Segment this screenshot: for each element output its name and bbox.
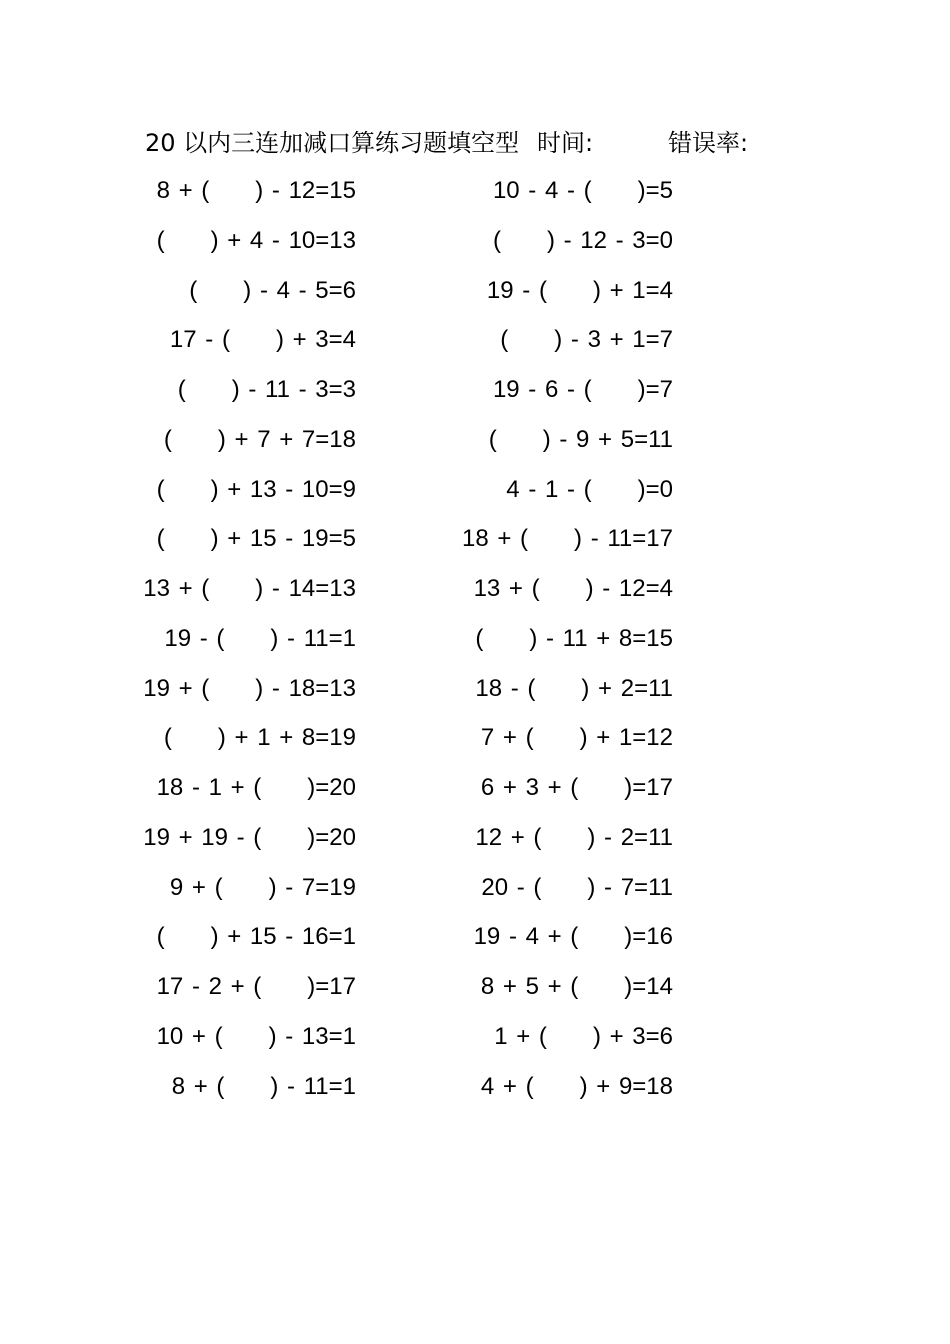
problem-after-blank: ) + 1 + 8=19 [217, 724, 356, 752]
answer-blank [578, 993, 624, 994]
answer-blank [261, 794, 307, 795]
problem-row [390, 365, 673, 415]
problem-after-blank: )=5 [637, 177, 673, 204]
problem-row [60, 763, 356, 813]
problem-before-blank: 19 - ( [164, 624, 225, 652]
problem-before-blank: 19 + 19 - ( [143, 823, 262, 851]
problem-before-blank: ( [492, 226, 501, 254]
answer-blank [209, 197, 255, 198]
problem-row [390, 912, 673, 962]
problem-before-blank: 12 + ( [475, 823, 542, 851]
answer-blank [209, 595, 255, 596]
problem-row [390, 266, 673, 316]
problem-after-blank: ) + 4 - 10=13 [210, 226, 356, 254]
problem-before-blank: ( [177, 376, 186, 404]
problem-after-blank: ) + 2=11 [581, 674, 673, 702]
problem-row [60, 365, 356, 415]
problem-after-blank: ) - 9 + 5=11 [542, 425, 673, 453]
problem-after-blank: ) + 3=6 [592, 1023, 673, 1051]
answer-blank [501, 247, 547, 248]
problem-row [390, 664, 673, 714]
problem-before-blank: ( [156, 923, 165, 951]
problem-before-blank: ( [500, 326, 509, 354]
problem-row [60, 614, 356, 664]
answer-blank [578, 943, 624, 944]
problem-before-blank: 9 + ( [169, 873, 223, 901]
answer-blank [224, 1093, 270, 1094]
problem-before-blank: ( [156, 475, 165, 503]
problem-after-blank: ) - 14=13 [255, 575, 356, 603]
answer-blank [197, 297, 243, 298]
problem-row [390, 813, 673, 863]
problem-after-blank: ) - 11=1 [270, 1072, 356, 1100]
problem-after-blank: )=20 [307, 823, 356, 851]
problem-after-blank: ) - 11 + 8=15 [529, 624, 673, 652]
answer-blank [540, 595, 586, 596]
problem-after-blank: )=16 [624, 923, 673, 951]
answer-blank [172, 446, 218, 447]
problem-before-blank: 13 + ( [143, 575, 210, 603]
problem-row [60, 912, 356, 962]
problem-after-blank: ) + 15 - 19=5 [210, 525, 356, 553]
answer-blank [165, 943, 211, 944]
problem-row [60, 564, 356, 614]
problem-row [60, 962, 356, 1012]
problem-after-blank: )=7 [637, 376, 673, 404]
problem-row [390, 216, 673, 266]
answer-blank [223, 894, 269, 895]
problem-after-blank: ) - 11 - 3=3 [231, 376, 356, 404]
answer-blank [547, 297, 593, 298]
problem-after-blank: )=14 [624, 973, 673, 1001]
problem-before-blank: 17 - ( [169, 326, 230, 354]
problem-before-blank: ( [475, 624, 484, 652]
problem-row [60, 863, 356, 913]
answer-blank [541, 894, 587, 895]
problem-after-blank: ) - 4 - 5=6 [243, 276, 356, 304]
problem-row [390, 315, 673, 365]
problem-before-blank: 18 + ( [462, 525, 529, 553]
problem-before-blank: 6 + 3 + ( [480, 774, 579, 802]
problem-after-blank: ) - 13=1 [268, 1023, 356, 1051]
problem-after-blank: ) + 3=4 [275, 326, 356, 354]
answer-blank [483, 645, 529, 646]
answer-blank [230, 346, 276, 347]
problem-row [60, 813, 356, 863]
problem-before-blank: 17 - 2 + ( [156, 973, 262, 1001]
problem-after-blank: )=0 [637, 475, 673, 503]
problem-before-blank: 18 - ( [475, 674, 536, 702]
problem-before-blank: ( [189, 276, 198, 304]
problem-row [390, 763, 673, 813]
answer-blank [497, 446, 543, 447]
problem-after-blank: )=20 [307, 774, 356, 802]
problem-before-blank: 19 - 6 - ( [492, 376, 592, 404]
problem-row [60, 216, 356, 266]
problem-before-blank: ( [488, 425, 497, 453]
problem-before-blank: 19 + ( [143, 674, 210, 702]
problem-after-blank: ) - 11=17 [574, 525, 673, 553]
answer-blank [165, 545, 211, 546]
problem-row [390, 614, 673, 664]
problem-before-blank: ( [163, 425, 172, 453]
problem-row [60, 514, 356, 564]
problem-before-blank: 20 - ( [481, 873, 542, 901]
problem-before-blank: 18 - 1 + ( [156, 774, 262, 802]
answer-blank [528, 545, 574, 546]
worksheet-title: 20 以内三连加减口算练习题填空型 [145, 129, 520, 157]
problem-after-blank: ) + 1=12 [579, 724, 673, 752]
answer-blank [186, 396, 232, 397]
problem-row [60, 315, 356, 365]
problem-row [60, 266, 356, 316]
problem-after-blank: ) - 7=19 [268, 873, 356, 901]
problem-after-blank: ) + 9=18 [579, 1072, 673, 1100]
problem-row [390, 1012, 673, 1062]
problem-before-blank: ( [156, 525, 165, 553]
problem-before-blank: 7 + ( [480, 724, 534, 752]
answer-blank [261, 844, 307, 845]
answer-blank [534, 1093, 580, 1094]
answer-blank [541, 844, 587, 845]
problem-before-blank: 4 + ( [480, 1072, 534, 1100]
problem-before-blank: 8 + 5 + ( [480, 973, 579, 1001]
problem-row [60, 465, 356, 515]
problem-after-blank: ) + 15 - 16=1 [210, 923, 356, 951]
error-rate-label: 错误率: [668, 129, 749, 157]
problem-before-blank: 19 - 4 + ( [473, 923, 579, 951]
problem-before-blank: 19 - ( [486, 276, 547, 304]
problem-before-blank: 10 + ( [156, 1023, 223, 1051]
problem-after-blank: ) + 13 - 10=9 [210, 475, 356, 503]
problem-row [60, 664, 356, 714]
problem-before-blank: ( [156, 226, 165, 254]
answer-blank [592, 197, 638, 198]
problem-before-blank: 8 + ( [171, 1072, 225, 1100]
problem-row [390, 863, 673, 913]
problem-before-blank: ( [163, 724, 172, 752]
answer-blank [172, 744, 218, 745]
answer-blank [547, 1043, 593, 1044]
answer-blank [224, 645, 270, 646]
problem-before-blank: 8 + ( [156, 177, 210, 204]
problem-row [390, 514, 673, 564]
problem-after-blank: ) - 18=13 [255, 674, 356, 702]
time-label: 时间: [537, 129, 594, 157]
problem-row [60, 1012, 356, 1062]
problem-row [390, 415, 673, 465]
answer-blank [209, 695, 255, 696]
answer-blank [165, 247, 211, 248]
left-column [60, 166, 356, 1112]
problem-after-blank: ) - 3 + 1=7 [554, 326, 673, 354]
problem-row [390, 1062, 673, 1112]
problem-row [60, 713, 356, 763]
answer-blank [534, 744, 580, 745]
problem-before-blank: 4 - 1 - ( [506, 475, 592, 503]
answer-blank [165, 496, 211, 497]
answer-blank [223, 1043, 269, 1044]
problem-after-blank: ) + 7 + 7=18 [217, 425, 356, 453]
problem-row [60, 1062, 356, 1112]
problem-after-blank: ) - 12 - 3=0 [546, 226, 673, 254]
problem-row [390, 166, 673, 216]
problem-after-blank: ) - 7=11 [587, 873, 673, 901]
problem-row [60, 415, 356, 465]
answer-blank [592, 496, 638, 497]
answer-blank [508, 346, 554, 347]
problem-after-blank: ) - 11=1 [270, 624, 356, 652]
problem-row [390, 713, 673, 763]
answer-blank [261, 993, 307, 994]
problem-before-blank: 13 + ( [473, 575, 540, 603]
problem-row [390, 962, 673, 1012]
problem-after-blank: ) - 2=11 [587, 823, 673, 851]
problem-row [390, 465, 673, 515]
problem-after-blank: )=17 [307, 973, 356, 1001]
problem-after-blank: ) - 12=15 [255, 177, 356, 204]
problem-after-blank: ) - 12=4 [585, 575, 673, 603]
problem-row [60, 166, 356, 216]
right-column [390, 166, 673, 1112]
answer-blank [578, 794, 624, 795]
problem-before-blank: 10 - 4 - ( [492, 177, 592, 204]
problem-after-blank: ) + 1=4 [592, 276, 673, 304]
answer-blank [535, 695, 581, 696]
problem-after-blank: )=17 [624, 774, 673, 802]
answer-blank [592, 396, 638, 397]
problem-before-blank: 1 + ( [494, 1023, 547, 1051]
problem-row [390, 564, 673, 614]
